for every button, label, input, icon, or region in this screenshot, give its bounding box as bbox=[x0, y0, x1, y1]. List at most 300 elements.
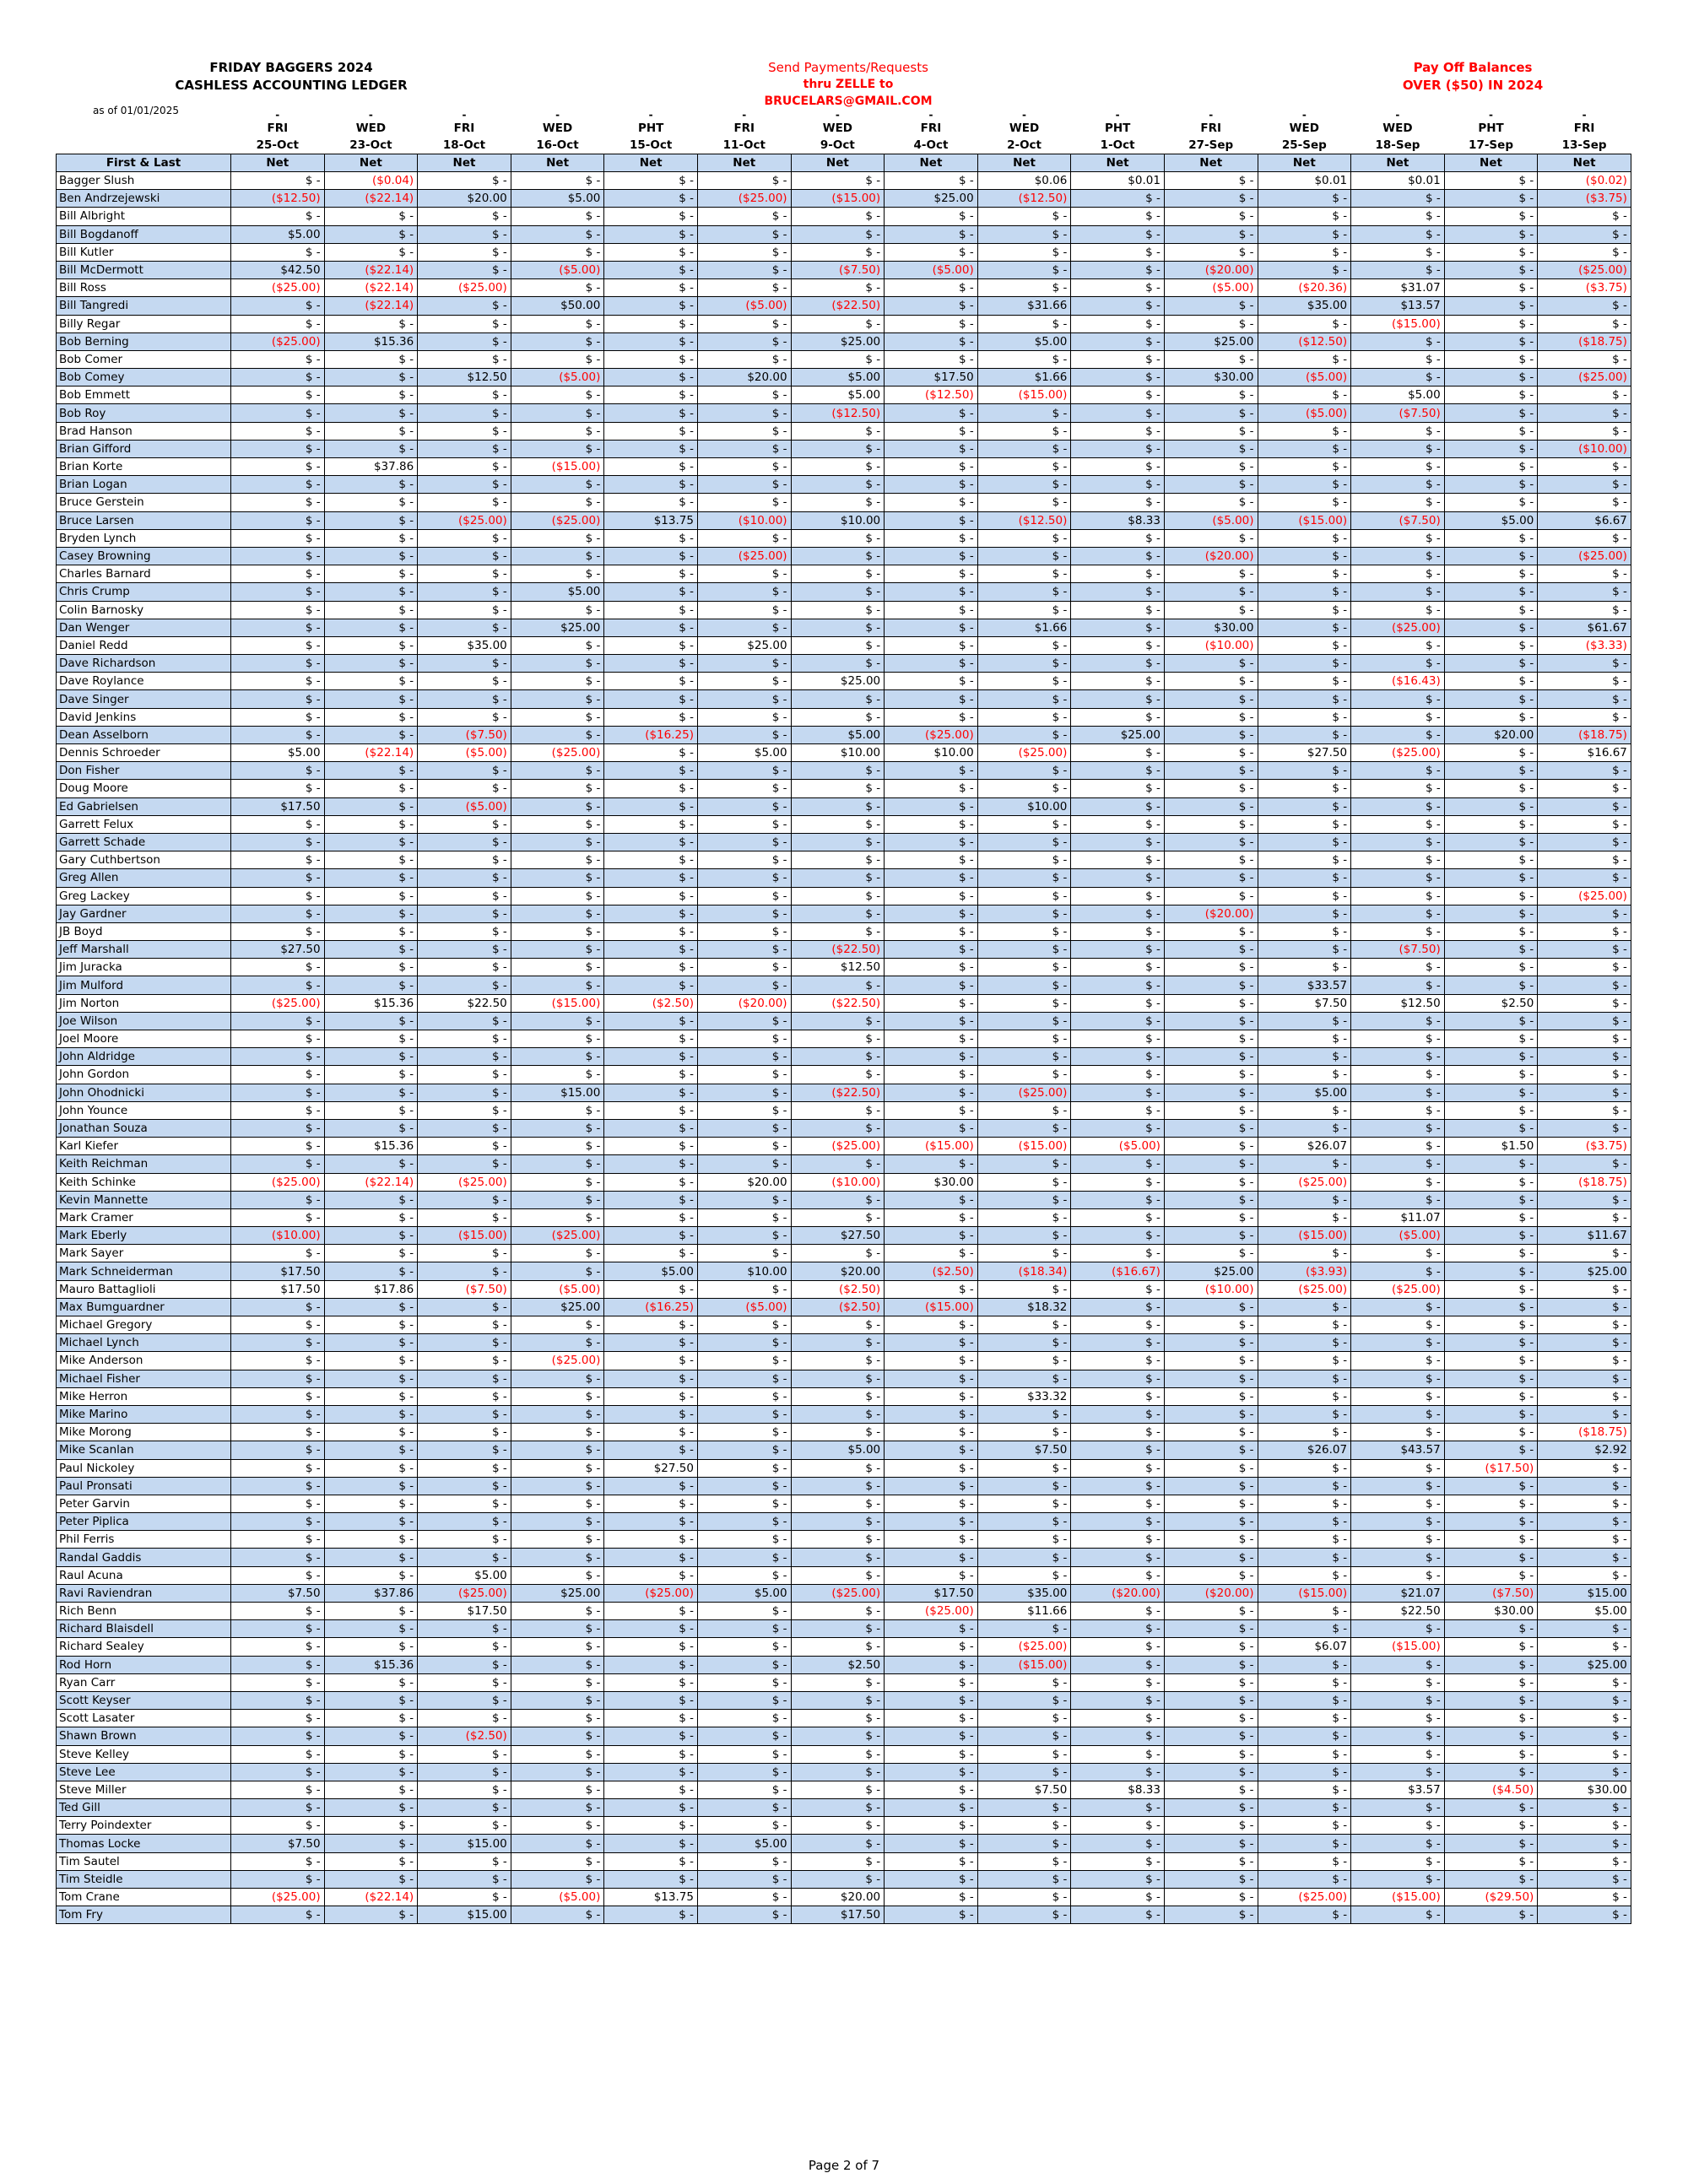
net-value-cell: $ - bbox=[418, 297, 511, 315]
net-value-cell: $ - bbox=[324, 1227, 418, 1245]
header-net-cell: Net bbox=[1351, 154, 1445, 172]
net-value-cell: $ - bbox=[1164, 1638, 1258, 1656]
net-value-cell: $25.00 bbox=[697, 636, 791, 654]
net-value-cell: $ - bbox=[1538, 1799, 1631, 1817]
net-value-cell: $ - bbox=[231, 1048, 325, 1066]
net-value-cell: $ - bbox=[604, 1620, 698, 1638]
member-name-cell: Michael Lynch bbox=[57, 1334, 231, 1352]
net-value-cell: $ - bbox=[1538, 458, 1631, 476]
net-value-cell: $ - bbox=[791, 565, 885, 583]
member-name-cell: Bill Ross bbox=[57, 279, 231, 297]
net-value-cell: $ - bbox=[1444, 1316, 1538, 1334]
net-value-cell: $ - bbox=[418, 1084, 511, 1101]
table-row bbox=[57, 1763, 1631, 1781]
net-value-cell: $25.00 bbox=[885, 190, 978, 208]
net-value-cell: $ - bbox=[1444, 976, 1538, 994]
net-value-cell: $ - bbox=[604, 297, 698, 315]
net-value-cell: $ - bbox=[697, 869, 791, 887]
net-value-cell: $ - bbox=[1164, 1710, 1258, 1727]
net-value-cell: $ - bbox=[511, 1603, 604, 1620]
net-value-cell: $ - bbox=[791, 1852, 885, 1870]
table-row bbox=[57, 780, 1631, 797]
net-value-cell: $5.00 bbox=[231, 225, 325, 243]
net-value-cell: $ - bbox=[511, 1138, 604, 1155]
member-name-cell: Paul Nickoley bbox=[57, 1459, 231, 1477]
net-value-cell: $ - bbox=[1164, 1531, 1258, 1549]
net-value-cell: $ - bbox=[418, 1191, 511, 1208]
net-value-cell: ($20.00) bbox=[697, 994, 791, 1012]
title-line-1: FRIDAY BAGGERS 2024 bbox=[209, 60, 373, 75]
net-value-cell: $ - bbox=[604, 1763, 698, 1781]
net-value-cell: $ - bbox=[1351, 583, 1445, 601]
net-value-cell: $ - bbox=[1164, 1441, 1258, 1459]
net-value-cell: $ - bbox=[977, 1173, 1071, 1191]
member-name-cell: Bill Tangredi bbox=[57, 297, 231, 315]
net-value-cell: $ - bbox=[511, 1799, 604, 1817]
net-value-cell: $ - bbox=[1071, 1227, 1165, 1245]
net-value-cell: $ - bbox=[324, 1441, 418, 1459]
net-value-cell: ($22.50) bbox=[791, 1084, 885, 1101]
net-value-cell: $ - bbox=[1538, 1191, 1631, 1208]
net-value-cell: $ - bbox=[324, 1191, 418, 1208]
net-value-cell: $ - bbox=[511, 708, 604, 726]
net-value-cell: $ - bbox=[418, 851, 511, 869]
net-value-cell: $ - bbox=[1538, 1155, 1631, 1173]
net-value-cell: $ - bbox=[604, 404, 698, 422]
net-value-cell: $ - bbox=[1351, 350, 1445, 368]
net-value-cell: $ - bbox=[1071, 762, 1165, 780]
net-value-cell: $ - bbox=[511, 1030, 604, 1048]
net-value-cell: $ - bbox=[1351, 529, 1445, 547]
net-value-cell: $ - bbox=[1538, 243, 1631, 261]
net-value-cell: ($15.00) bbox=[791, 190, 885, 208]
net-value-cell: $ - bbox=[604, 494, 698, 511]
member-name-cell: Gary Cuthbertson bbox=[57, 851, 231, 869]
net-value-cell: $ - bbox=[697, 922, 791, 940]
net-value-cell: $ - bbox=[885, 1387, 978, 1405]
table-row bbox=[57, 1173, 1631, 1191]
table-row bbox=[57, 833, 1631, 851]
table-row bbox=[57, 690, 1631, 708]
net-value-cell: $ - bbox=[977, 1477, 1071, 1495]
net-value-cell: $ - bbox=[697, 1603, 791, 1620]
net-value-cell: $ - bbox=[1164, 1370, 1258, 1387]
net-value-cell: $ - bbox=[1071, 1620, 1165, 1638]
header-day-cell: WED bbox=[355, 122, 387, 135]
net-value-cell: $ - bbox=[511, 1620, 604, 1638]
net-value-cell: $ - bbox=[511, 780, 604, 797]
member-name-cell: Max Bumguardner bbox=[57, 1298, 231, 1316]
net-value-cell: $ - bbox=[1538, 1638, 1631, 1656]
net-value-cell: $ - bbox=[791, 708, 885, 726]
net-value-cell: $ - bbox=[1258, 1673, 1351, 1691]
title-line-2: CASHLESS ACCOUNTING LEDGER bbox=[175, 78, 408, 93]
net-value-cell: $1.66 bbox=[977, 619, 1071, 636]
net-value-cell: $ - bbox=[977, 1566, 1071, 1584]
net-value-cell: ($22.14) bbox=[324, 744, 418, 762]
net-value-cell: $ - bbox=[1071, 1906, 1165, 1924]
net-value-cell: $ - bbox=[511, 279, 604, 297]
net-value-cell: $ - bbox=[1444, 1835, 1538, 1852]
net-value-cell: $ - bbox=[1444, 655, 1538, 673]
net-value-cell: $ - bbox=[604, 780, 698, 797]
header-dash-cell: - bbox=[275, 109, 280, 121]
net-value-cell: $5.00 bbox=[418, 1566, 511, 1584]
net-value-cell: $ - bbox=[324, 1745, 418, 1763]
net-value-cell: $ - bbox=[511, 1835, 604, 1852]
net-value-cell: ($15.00) bbox=[1351, 315, 1445, 332]
net-value-cell: $ - bbox=[604, 1227, 698, 1245]
net-value-cell: $22.50 bbox=[418, 994, 511, 1012]
net-value-cell: ($25.00) bbox=[791, 1584, 885, 1602]
net-value-cell: $ - bbox=[885, 315, 978, 332]
net-value-cell: $ - bbox=[324, 225, 418, 243]
net-value-cell: $ - bbox=[1258, 1817, 1351, 1835]
net-value-cell: ($25.00) bbox=[511, 1227, 604, 1245]
net-value-cell: $ - bbox=[604, 744, 698, 762]
net-value-cell: $ - bbox=[885, 1048, 978, 1066]
net-value-cell: $ - bbox=[1444, 673, 1538, 690]
net-value-cell: $ - bbox=[977, 1495, 1071, 1512]
net-value-cell: $ - bbox=[885, 440, 978, 457]
header-dash-cell: - bbox=[462, 109, 467, 121]
net-value-cell: $ - bbox=[511, 851, 604, 869]
net-value-cell: ($10.00) bbox=[1538, 440, 1631, 457]
net-value-cell: $ - bbox=[1444, 190, 1538, 208]
net-value-cell: $ - bbox=[1538, 1835, 1631, 1852]
net-value-cell: $ - bbox=[1538, 1531, 1631, 1549]
net-value-cell: $ - bbox=[604, 1370, 698, 1387]
net-value-cell: ($25.00) bbox=[604, 1584, 698, 1602]
net-value-cell: ($10.00) bbox=[231, 1227, 325, 1245]
net-value-cell: ($16.25) bbox=[604, 726, 698, 743]
net-value-cell: ($25.00) bbox=[1258, 1889, 1351, 1906]
net-value-cell: $ - bbox=[1351, 547, 1445, 565]
net-value-cell: $ - bbox=[604, 1066, 698, 1084]
net-value-cell: $ - bbox=[1164, 851, 1258, 869]
net-value-cell: $ - bbox=[1071, 1638, 1165, 1656]
net-value-cell: $ - bbox=[1538, 959, 1631, 976]
net-value-cell: $ - bbox=[1071, 1084, 1165, 1101]
net-value-cell: $ - bbox=[1164, 1763, 1258, 1781]
net-value-cell: $ - bbox=[1444, 243, 1538, 261]
net-value-cell: $ - bbox=[791, 1405, 885, 1423]
net-value-cell: $ - bbox=[1351, 1012, 1445, 1030]
member-name-cell: Joe Wilson bbox=[57, 1012, 231, 1030]
net-value-cell: $ - bbox=[977, 780, 1071, 797]
net-value-cell: $ - bbox=[1071, 404, 1165, 422]
net-value-cell: $ - bbox=[604, 1316, 698, 1334]
member-name-cell: Brian Gifford bbox=[57, 440, 231, 457]
net-value-cell: $ - bbox=[977, 1799, 1071, 1817]
net-value-cell: $ - bbox=[885, 1495, 978, 1512]
member-name-cell: Dan Wenger bbox=[57, 619, 231, 636]
net-value-cell: $ - bbox=[511, 1424, 604, 1441]
net-value-cell: $ - bbox=[1444, 1370, 1538, 1387]
net-value-cell: $ - bbox=[1071, 1835, 1165, 1852]
net-value-cell: ($25.00) bbox=[1351, 619, 1445, 636]
net-value-cell: $ - bbox=[885, 1441, 978, 1459]
net-value-cell: $7.50 bbox=[231, 1584, 325, 1602]
net-value-cell: $ - bbox=[977, 529, 1071, 547]
net-value-cell: $ - bbox=[1071, 922, 1165, 940]
net-value-cell: $ - bbox=[231, 833, 325, 851]
net-value-cell: $ - bbox=[1444, 297, 1538, 315]
net-value-cell: $ - bbox=[604, 1549, 698, 1566]
table-row bbox=[57, 1691, 1631, 1709]
net-value-cell: $ - bbox=[231, 619, 325, 636]
net-value-cell: $ - bbox=[1071, 673, 1165, 690]
net-value-cell: $ - bbox=[324, 1119, 418, 1137]
member-name-cell: Rod Horn bbox=[57, 1656, 231, 1673]
net-value-cell: $ - bbox=[1071, 1441, 1165, 1459]
net-value-cell: ($3.33) bbox=[1538, 636, 1631, 654]
net-value-cell: $ - bbox=[324, 1245, 418, 1262]
net-value-cell: $ - bbox=[511, 208, 604, 225]
net-value-cell: $ - bbox=[697, 350, 791, 368]
member-name-cell: Brian Logan bbox=[57, 476, 231, 494]
table-row bbox=[57, 941, 1631, 959]
net-value-cell: $ - bbox=[697, 1441, 791, 1459]
net-value-cell: $ - bbox=[1538, 922, 1631, 940]
net-value-cell: $ - bbox=[324, 726, 418, 743]
net-value-cell: $ - bbox=[977, 869, 1071, 887]
net-value-cell: $ - bbox=[791, 529, 885, 547]
net-value-cell: ($25.00) bbox=[1538, 547, 1631, 565]
net-value-cell: $ - bbox=[231, 690, 325, 708]
net-value-cell: $ - bbox=[1071, 1673, 1165, 1691]
header-day-cell: WED bbox=[822, 122, 853, 135]
net-value-cell: $ - bbox=[977, 815, 1071, 833]
member-name-cell: Michael Fisher bbox=[57, 1370, 231, 1387]
net-value-cell: $ - bbox=[1258, 1048, 1351, 1066]
net-value-cell: $ - bbox=[1164, 190, 1258, 208]
net-value-cell: $ - bbox=[324, 815, 418, 833]
net-value-cell: $ - bbox=[324, 1566, 418, 1584]
net-value-cell: $ - bbox=[418, 887, 511, 905]
net-value-cell: $ - bbox=[1538, 1245, 1631, 1262]
net-value-cell: $ - bbox=[418, 1889, 511, 1906]
net-value-cell: $ - bbox=[231, 1084, 325, 1101]
net-value-cell: $ - bbox=[1444, 494, 1538, 511]
net-value-cell: $ - bbox=[1071, 547, 1165, 565]
net-value-cell: $27.50 bbox=[604, 1459, 698, 1477]
member-name-cell: Peter Garvin bbox=[57, 1495, 231, 1512]
net-value-cell: $ - bbox=[418, 1138, 511, 1155]
net-value-cell: ($25.00) bbox=[231, 1889, 325, 1906]
net-value-cell: $ - bbox=[1444, 1298, 1538, 1316]
net-value-cell: $ - bbox=[1164, 458, 1258, 476]
net-value-cell: $17.50 bbox=[231, 1280, 325, 1298]
net-value-cell: $ - bbox=[231, 1673, 325, 1691]
net-value-cell: $ - bbox=[977, 941, 1071, 959]
net-value-cell: $ - bbox=[1351, 1334, 1445, 1352]
ledger-body bbox=[57, 172, 1631, 1924]
net-value-cell: $ - bbox=[791, 1745, 885, 1763]
net-value-cell: ($22.14) bbox=[324, 1173, 418, 1191]
table-row bbox=[57, 1227, 1631, 1245]
net-value-cell: $ - bbox=[1258, 1245, 1351, 1262]
net-value-cell: $ - bbox=[231, 1531, 325, 1549]
net-value-cell: $ - bbox=[231, 851, 325, 869]
net-value-cell: $15.36 bbox=[324, 994, 418, 1012]
ledger-header bbox=[57, 110, 1631, 172]
net-value-cell: ($25.00) bbox=[418, 511, 511, 529]
net-value-cell: $ - bbox=[791, 1030, 885, 1048]
net-value-cell: $ - bbox=[418, 1316, 511, 1334]
net-value-cell: $ - bbox=[231, 1566, 325, 1584]
net-value-cell: $ - bbox=[604, 905, 698, 922]
net-value-cell: $ - bbox=[324, 511, 418, 529]
net-value-cell: $ - bbox=[697, 1245, 791, 1262]
net-value-cell: $ - bbox=[324, 1084, 418, 1101]
net-value-cell: $ - bbox=[604, 458, 698, 476]
net-value-cell: $ - bbox=[324, 655, 418, 673]
net-value-cell: $6.67 bbox=[1538, 511, 1631, 529]
net-value-cell: $ - bbox=[1164, 744, 1258, 762]
net-value-cell: $ - bbox=[1071, 529, 1165, 547]
net-value-cell: $ - bbox=[1351, 636, 1445, 654]
net-value-cell: $ - bbox=[885, 690, 978, 708]
net-value-cell: $ - bbox=[1164, 1459, 1258, 1477]
net-value-cell: $ - bbox=[324, 1549, 418, 1566]
table-row bbox=[57, 1745, 1631, 1763]
net-value-cell: $ - bbox=[1164, 922, 1258, 940]
net-value-cell: $ - bbox=[977, 1620, 1071, 1638]
net-value-cell: $ - bbox=[791, 1245, 885, 1262]
net-value-cell: $ - bbox=[885, 655, 978, 673]
net-value-cell: $ - bbox=[1164, 422, 1258, 440]
net-value-cell: $ - bbox=[885, 494, 978, 511]
net-value-cell: $ - bbox=[1164, 1030, 1258, 1048]
net-value-cell: $15.36 bbox=[324, 1656, 418, 1673]
net-value-cell: $ - bbox=[231, 673, 325, 690]
net-value-cell: $ - bbox=[604, 1513, 698, 1531]
net-value-cell: $ - bbox=[324, 1424, 418, 1441]
net-value-cell: $ - bbox=[1538, 815, 1631, 833]
net-value-cell: $ - bbox=[324, 1495, 418, 1512]
net-value-cell: $ - bbox=[1444, 387, 1538, 404]
net-value-cell: $ - bbox=[1444, 208, 1538, 225]
net-value-cell: $ - bbox=[1538, 1030, 1631, 1048]
net-value-cell: $ - bbox=[1164, 440, 1258, 457]
net-value-cell: ($18.75) bbox=[1538, 1173, 1631, 1191]
net-value-cell: $ - bbox=[791, 1477, 885, 1495]
net-value-cell: $ - bbox=[1538, 422, 1631, 440]
net-value-cell: $ - bbox=[1444, 1727, 1538, 1745]
net-value-cell: $ - bbox=[1071, 494, 1165, 511]
table-row bbox=[57, 1084, 1631, 1101]
net-value-cell: $ - bbox=[977, 1334, 1071, 1352]
net-value-cell: $ - bbox=[324, 1852, 418, 1870]
net-value-cell: ($10.00) bbox=[791, 1173, 885, 1191]
net-value-cell: $ - bbox=[511, 1817, 604, 1835]
net-value-cell: $15.00 bbox=[511, 1084, 604, 1101]
net-value-cell: $5.00 bbox=[697, 744, 791, 762]
net-value-cell: $ - bbox=[1258, 1906, 1351, 1924]
net-value-cell: $ - bbox=[511, 655, 604, 673]
net-value-cell: $ - bbox=[977, 208, 1071, 225]
net-value-cell: $ - bbox=[1164, 1906, 1258, 1924]
net-value-cell: $ - bbox=[231, 887, 325, 905]
net-value-cell: $ - bbox=[324, 1763, 418, 1781]
net-value-cell: $21.07 bbox=[1351, 1584, 1445, 1602]
net-value-cell: $ - bbox=[604, 172, 698, 190]
table-row bbox=[57, 959, 1631, 976]
net-value-cell: $ - bbox=[1164, 1138, 1258, 1155]
net-value-cell: $ - bbox=[324, 1298, 418, 1316]
member-name-cell: Greg Lackey bbox=[57, 887, 231, 905]
net-value-cell: $ - bbox=[1258, 350, 1351, 368]
net-value-cell: $ - bbox=[231, 905, 325, 922]
member-name-cell: Mark Sayer bbox=[57, 1245, 231, 1262]
member-name-cell: Bob Comer bbox=[57, 350, 231, 368]
net-value-cell: $ - bbox=[1164, 1119, 1258, 1137]
net-value-cell: $ - bbox=[977, 1870, 1071, 1888]
net-value-cell: $ - bbox=[418, 1763, 511, 1781]
net-value-cell: $ - bbox=[791, 1459, 885, 1477]
header-day-cell: FRI bbox=[1573, 122, 1595, 135]
net-value-cell: $42.50 bbox=[231, 261, 325, 278]
net-value-cell: $ - bbox=[791, 636, 885, 654]
net-value-cell: $ - bbox=[1071, 601, 1165, 619]
net-value-cell: $13.75 bbox=[604, 1889, 698, 1906]
table-row bbox=[57, 636, 1631, 654]
net-value-cell: $ - bbox=[418, 1387, 511, 1405]
net-value-cell: ($25.00) bbox=[1258, 1280, 1351, 1298]
net-value-cell: $ - bbox=[231, 511, 325, 529]
net-value-cell: ($18.75) bbox=[1538, 1424, 1631, 1441]
net-value-cell: ($15.00) bbox=[1351, 1638, 1445, 1656]
net-value-cell: $ - bbox=[1258, 1191, 1351, 1208]
net-value-cell: $ - bbox=[1444, 1208, 1538, 1226]
net-value-cell: $37.86 bbox=[324, 458, 418, 476]
net-value-cell: ($20.00) bbox=[1164, 1584, 1258, 1602]
net-value-cell: $ - bbox=[1538, 1495, 1631, 1512]
table-row bbox=[57, 1852, 1631, 1870]
net-value-cell: ($15.00) bbox=[1258, 511, 1351, 529]
net-value-cell: $ - bbox=[511, 1710, 604, 1727]
net-value-cell: $15.36 bbox=[324, 1138, 418, 1155]
header-dash-cell: - bbox=[742, 109, 747, 121]
net-value-cell: $ - bbox=[1351, 1191, 1445, 1208]
net-value-cell: $ - bbox=[697, 387, 791, 404]
net-value-cell: $15.00 bbox=[1538, 1584, 1631, 1602]
header-date-cell: 2-Oct bbox=[1007, 138, 1042, 152]
net-value-cell: $ - bbox=[1538, 833, 1631, 851]
net-value-cell: $ - bbox=[511, 1066, 604, 1084]
table-row bbox=[57, 422, 1631, 440]
net-value-cell: $ - bbox=[791, 887, 885, 905]
net-value-cell: $25.00 bbox=[511, 1298, 604, 1316]
net-value-cell: $ - bbox=[1351, 1352, 1445, 1370]
net-value-cell: ($7.50) bbox=[1351, 941, 1445, 959]
member-name-cell: Garrett Felux bbox=[57, 815, 231, 833]
net-value-cell: $ - bbox=[418, 440, 511, 457]
net-value-cell: ($12.50) bbox=[791, 404, 885, 422]
table-row bbox=[57, 458, 1631, 476]
net-value-cell: $ - bbox=[1444, 922, 1538, 940]
net-value-cell: $ - bbox=[791, 1066, 885, 1084]
net-value-cell: $ - bbox=[1444, 1531, 1538, 1549]
table-row bbox=[57, 225, 1631, 243]
member-name-cell: Richard Blaisdell bbox=[57, 1620, 231, 1638]
net-value-cell: $ - bbox=[604, 1673, 698, 1691]
table-row bbox=[57, 315, 1631, 332]
net-value-cell: $ - bbox=[1444, 458, 1538, 476]
net-value-cell: $ - bbox=[1258, 494, 1351, 511]
net-value-cell: $ - bbox=[791, 476, 885, 494]
